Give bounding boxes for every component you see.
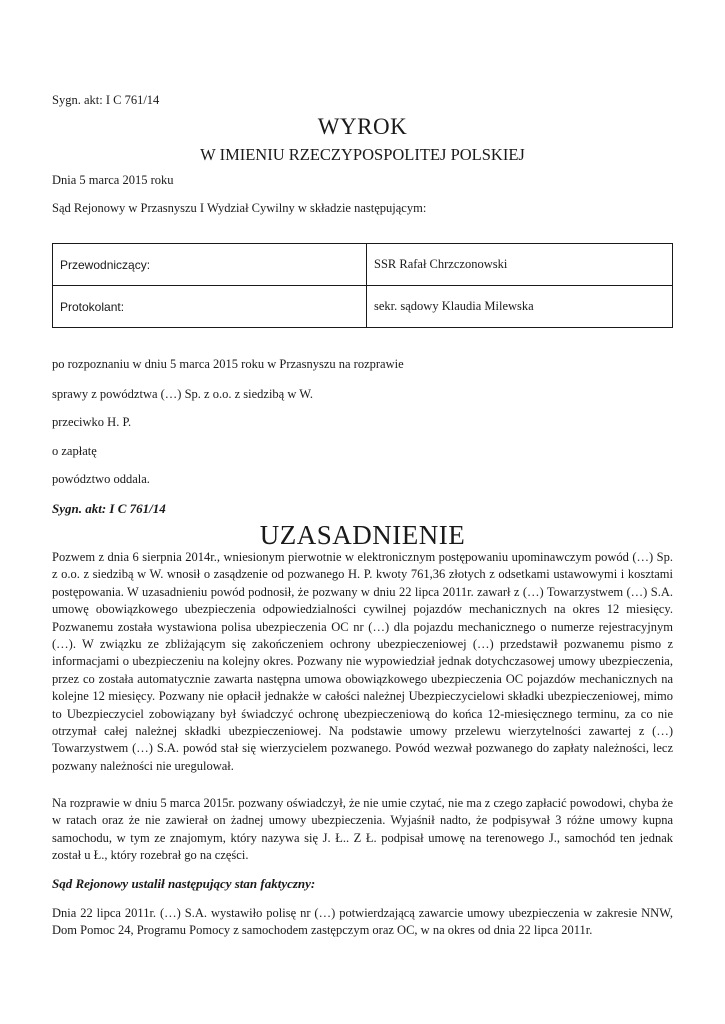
- court-composition-intro: Sąd Rejonowy w Przasnyszu I Wydział Cywilny w składzie następującym:: [52, 201, 427, 215]
- case-reference: Sygn. akt: I C 761/14: [52, 93, 160, 107]
- justification-case-reference: Sygn. akt: I C 761/14: [52, 501, 166, 516]
- ruling-line: powództwo oddala.: [52, 472, 150, 486]
- table-row: [53, 244, 673, 286]
- justification-paragraph: Na rozprawie w dniu 5 marca 2015r. pozwany oświadczył, że nie umie czytać, nie ma z czego zapłacić powodowi, chyba że w ratach oraz że nie zawierał on żadnej umowy ubezpieczenia. Wyjaśnił nadto, że podpisywał 3 różne umowy kupna samochodu, w tym ze znajomym, który nazywa się J. Ł.. Z Ł. podpisał umowę na terenowego J., samochód ten jednak został u Ł., który rozebrał go na części.: [52, 796, 673, 863]
- name-cell: sekr. sądowy Klaudia Milewska: [367, 286, 673, 328]
- judgment-title: WYROK: [317, 114, 408, 139]
- justification-paragraph: Pozwem z dnia 6 sierpnia 2014r., wniesionym pierwotnie w elektronicznym postępowaniu upominawczym powód (…) Sp. z o.o. z siedzibą w W. wnosił o zasądzenie od pozwanego H. P. kwoty 761,36 złotych z odsetkami ustawowymi i kosztami postępowania. W uzasadnieniu powód podnosił, że pozwany w dniu 22 lipca 2011r. zawarł z (…) Towarzystwem (…) S.A. umowę obowiązkowego ubezpieczenia odpowiedzialności cywilnej pojazdów mechanicznych na okres 12 miesięcy. Pozwanemu została wystawiona polisa ubezpieczenia OC nr (…) dla pojazdu mechanicznego o numerze rejestracyjnym (…). W związku ze zbliżającym się zakończeniem ochrony ubezpieczeniowej (…) przedstawił pozwanemu pismo z informacjami o ubezpieczeniu na kolejny okres. Pozwany nie wypowiedział jednak dotychczasowej umowy ubezpieczenia, przez co została automatycznie zawarta następna umowa obowiązkowego ubezpieczenia OC pojazdów mechanicznych na kolejne 12 miesięcy. Pozwany nie opłacił jednakże w całości należnej Ubezpieczycielowi składki ubezpieczeniowej, mimo to Ubezpieczyciel zobowiązany był świadczyć ochronę ubezpieczeniową do końca 12-miesięcznego terminu, za co nie otrzymał całej należnej składki ubezpieczeniowej. Na podstawie umowy przelewu wierzytelności zawartej z (…) Towarzystwem (…) S.A. powód stał się wierzycielem pozwanego. Powód wezwał pozwanego do zapłaty należności, lecz pozwany należności nie uregulował.: [52, 550, 673, 773]
- role-cell: Przewodniczący:: [53, 244, 367, 286]
- ruling-line: sprawy z powództwa (…) Sp. z o.o. z siedzibą w W.: [52, 387, 314, 401]
- name-cell: SSR Rafał Chrzczonowski: [367, 244, 673, 286]
- justification-title: UZASADNIENIE: [259, 520, 466, 550]
- facts-heading: Sąd Rejonowy ustalił następujący stan faktyczny:: [52, 876, 316, 891]
- table-row: [53, 286, 673, 328]
- justification-paragraph: Dnia 22 lipca 2011r. (…) S.A. wystawiło polisę nr (…) potwierdzającą zawarcie umowy ubezpieczenia w zakresie NNW, Dom Pomoc 24, Programu Pomocy z samochodem zastępczym oraz OC, w na okres od dnia 22 lipca 2011r.: [52, 906, 673, 938]
- composition-table: [52, 243, 673, 328]
- ruling-line: po rozpoznaniu w dniu 5 marca 2015 roku w Przasnyszu na rozprawie: [52, 357, 404, 371]
- role-cell: Protokolant:: [53, 286, 367, 328]
- ruling-line: przeciwko H. P.: [52, 415, 132, 429]
- ruling-line: o zapłatę: [52, 444, 97, 458]
- judgment-date: Dnia 5 marca 2015 roku: [52, 173, 174, 187]
- judgment-subtitle: W IMIENIU RZECZYPOSPOLITEJ POLSKIEJ: [200, 145, 525, 164]
